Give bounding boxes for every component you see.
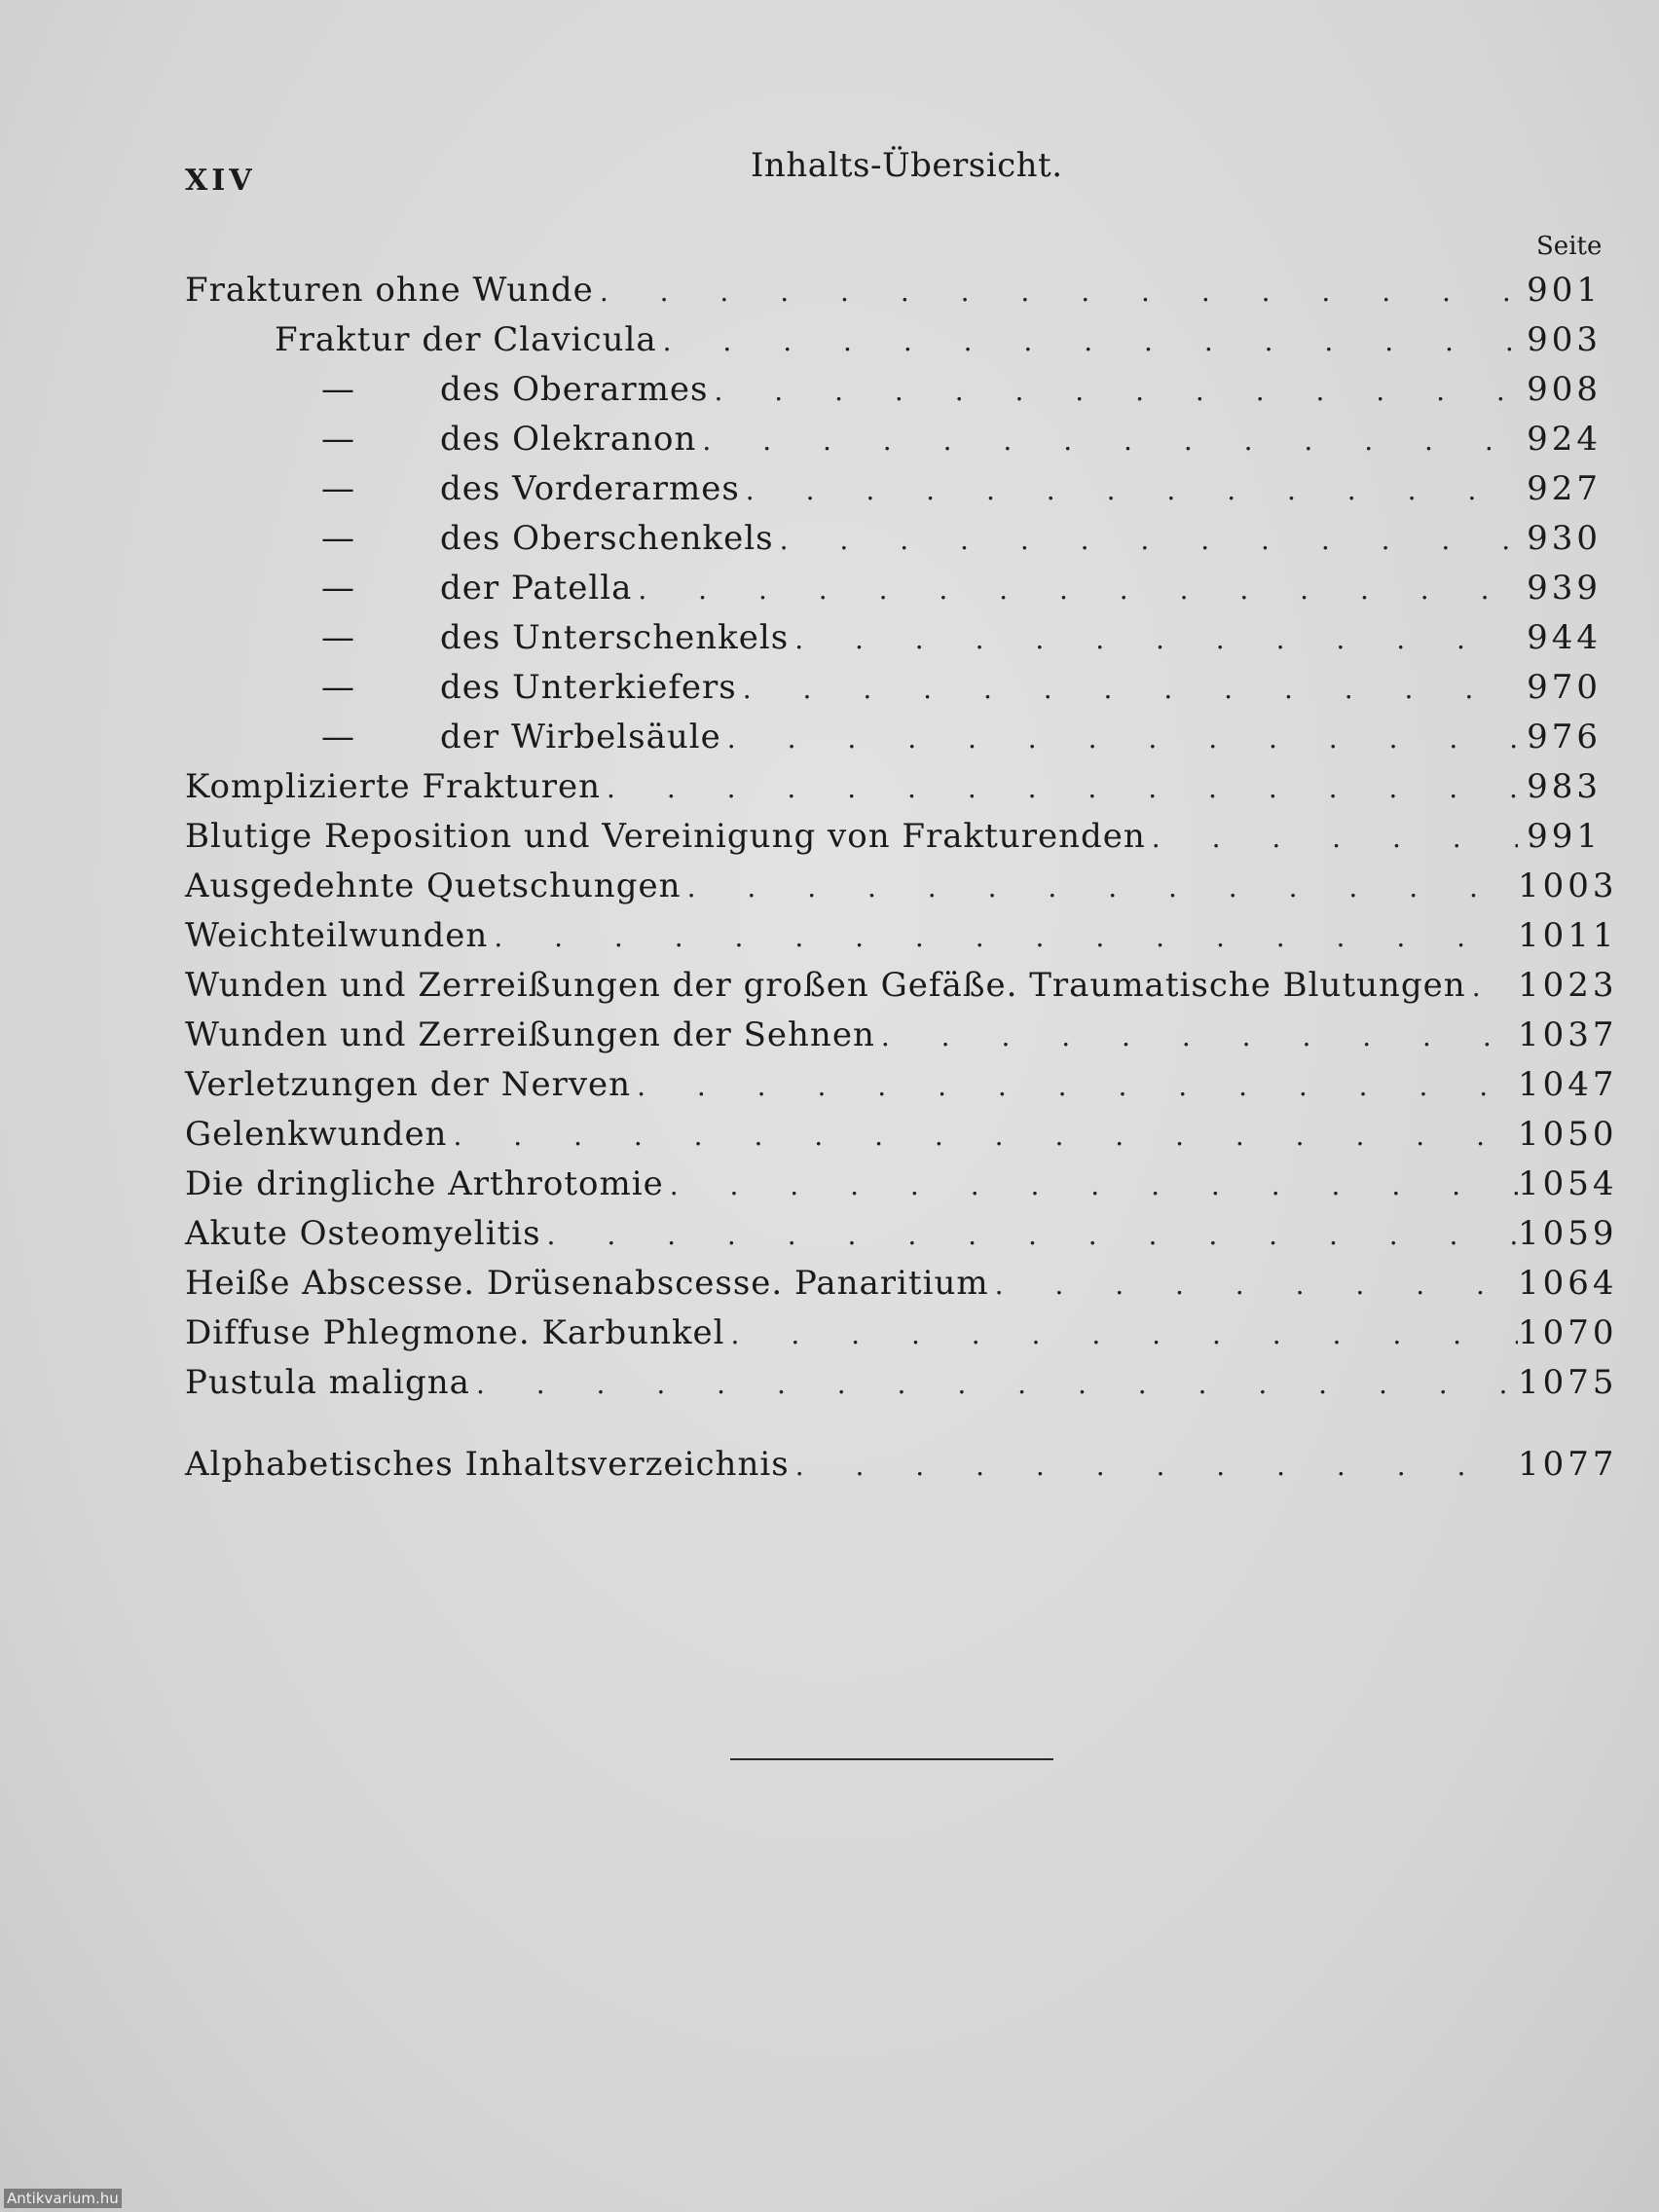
toc-entry-page: 1064	[1518, 1264, 1618, 1303]
toc-entry	[185, 767, 1602, 817]
dot-leader	[731, 1318, 1518, 1350]
toc-entry-title: Wunden und Zerreißungen der großen Gefäße. Traumatische Blutungen	[185, 966, 1466, 1005]
toc-entry	[185, 618, 1602, 668]
toc-entry	[185, 718, 1602, 767]
toc-entry-title: Weichteilwunden	[185, 916, 489, 955]
ditto-dash: —	[321, 370, 355, 409]
toc-entry-title: Die dringliche Arthrotomie	[185, 1164, 664, 1203]
toc-entry-title: der Wirbelsäule	[440, 718, 721, 756]
ditto-dash: —	[321, 569, 355, 608]
dot-leader	[476, 1368, 1518, 1400]
dot-leader	[494, 921, 1518, 953]
toc-entry	[185, 817, 1602, 866]
toc-entry	[185, 1065, 1618, 1115]
dot-leader	[663, 325, 1518, 357]
dot-leader	[453, 1120, 1518, 1152]
toc-entry	[185, 370, 1602, 420]
toc-entry-page: 927	[1527, 469, 1602, 508]
toc-entry	[185, 1445, 1618, 1494]
ditto-dash: —	[321, 420, 355, 459]
dot-leader	[794, 623, 1518, 655]
toc-entry-title: Alphabetisches Inhaltsverzeichnis	[185, 1445, 790, 1484]
dot-leader	[702, 424, 1518, 457]
dot-leader	[715, 375, 1519, 407]
dot-leader	[795, 1450, 1518, 1482]
ditto-dash: —	[321, 718, 355, 756]
ditto-dash: —	[321, 668, 355, 707]
toc-entry-page: 944	[1527, 618, 1602, 657]
watermark: Antikvarium.hu	[4, 2189, 122, 2208]
toc-entry	[185, 271, 1602, 320]
toc-entry	[185, 420, 1602, 469]
toc-entry	[185, 320, 1602, 370]
toc-entry-title: des Unterkiefers	[440, 668, 737, 707]
toc-entry-page: 1077	[1518, 1445, 1618, 1484]
toc-entry-page: 1070	[1518, 1313, 1618, 1352]
end-rule	[730, 1758, 1053, 1760]
toc-entry	[185, 1015, 1618, 1065]
toc-entry-page: 939	[1527, 569, 1602, 608]
toc-entry-title: Pustula maligna	[185, 1363, 470, 1402]
dot-leader	[881, 1020, 1518, 1052]
toc-entry-title: Diffuse Phlegmone. Karbunkel	[185, 1313, 725, 1352]
dot-leader	[607, 772, 1518, 804]
dot-leader	[638, 573, 1518, 606]
ditto-dash: —	[321, 469, 355, 508]
dot-leader	[600, 276, 1518, 308]
toc-entry-page: 1054	[1518, 1164, 1618, 1203]
dot-leader	[687, 871, 1518, 903]
toc-entry	[185, 569, 1602, 618]
running-title: Inhalts-Übersicht.	[751, 146, 1063, 185]
toc-entry-page: 983	[1527, 767, 1602, 806]
dot-leader	[547, 1219, 1518, 1251]
dot-leader	[743, 673, 1518, 705]
toc-entry-title: des Oberarmes	[440, 370, 709, 409]
seite-column-label: Seite	[1536, 232, 1603, 261]
toc-entry	[185, 1214, 1618, 1264]
toc-entry-title: des Unterschenkels	[440, 618, 790, 657]
toc-entry	[185, 1115, 1618, 1164]
table-of-contents	[185, 271, 1618, 1494]
toc-entry-page: 903	[1527, 320, 1602, 359]
toc-entry-page: 991	[1527, 817, 1602, 856]
ditto-dash: —	[321, 618, 355, 657]
dot-leader	[727, 722, 1518, 755]
toc-entry-title: Ausgedehnte Quetschungen	[185, 866, 682, 905]
toc-entry-title: Heiße Abscesse. Drüsenabscesse. Panaritium	[185, 1264, 989, 1303]
toc-entry-page: 970	[1527, 668, 1602, 707]
toc-entry-page: 924	[1527, 420, 1602, 459]
toc-entry-title: Fraktur der Clavicula	[275, 320, 657, 359]
toc-entry-title: des Olekranon	[440, 420, 697, 459]
dot-leader	[746, 474, 1518, 506]
toc-entry	[185, 668, 1602, 718]
dot-leader	[637, 1070, 1518, 1102]
page-header	[185, 146, 1601, 204]
toc-entry-page: 1047	[1518, 1065, 1618, 1104]
toc-entry-page: 1059	[1518, 1214, 1618, 1253]
toc-entry-title: Komplizierte Frakturen	[185, 767, 602, 806]
toc-entry-page: 1011	[1518, 916, 1618, 955]
dot-leader	[1472, 971, 1518, 1003]
toc-entry-page: 1075	[1518, 1363, 1618, 1402]
dot-leader	[995, 1269, 1518, 1301]
toc-entry-title: Blutige Reposition und Vereinigung von Frakturenden	[185, 817, 1146, 856]
toc-entry	[185, 519, 1602, 569]
dot-leader	[670, 1169, 1518, 1201]
toc-entry	[185, 469, 1602, 519]
toc-entry	[185, 1363, 1618, 1413]
toc-entry-page: 1023	[1518, 966, 1618, 1005]
dot-leader	[1152, 822, 1518, 854]
toc-entry-title: des Vorderarmes	[440, 469, 740, 508]
toc-entry	[185, 866, 1618, 916]
toc-entry	[185, 1164, 1618, 1214]
toc-entry-page: 1050	[1518, 1115, 1618, 1154]
toc-entry	[185, 966, 1618, 1015]
toc-entry	[185, 1264, 1618, 1313]
toc-entry-title: des Oberschenkels	[440, 519, 774, 558]
toc-entry-page: 930	[1527, 519, 1602, 558]
toc-entry	[185, 1313, 1618, 1363]
toc-entry-title: der Patella	[440, 569, 633, 608]
toc-entry-page: 976	[1527, 718, 1602, 756]
page-number: XIV	[185, 164, 256, 198]
toc-entry-page: 1037	[1518, 1015, 1618, 1054]
dot-leader	[780, 524, 1518, 556]
toc-entry-title: Akute Osteomyelitis	[185, 1214, 541, 1253]
toc-entry-title: Wunden und Zerreißungen der Sehnen	[185, 1015, 875, 1054]
toc-entry-title: Gelenkwunden	[185, 1115, 448, 1154]
toc-entry-title: Verletzungen der Nerven	[185, 1065, 632, 1104]
toc-entry-page: 1003	[1518, 866, 1618, 905]
toc-entry-page: 908	[1527, 370, 1602, 409]
ditto-dash: —	[321, 519, 355, 558]
toc-entry	[185, 916, 1618, 966]
toc-entry-page: 901	[1527, 271, 1602, 310]
toc-entry-title: Frakturen ohne Wunde	[185, 271, 594, 310]
